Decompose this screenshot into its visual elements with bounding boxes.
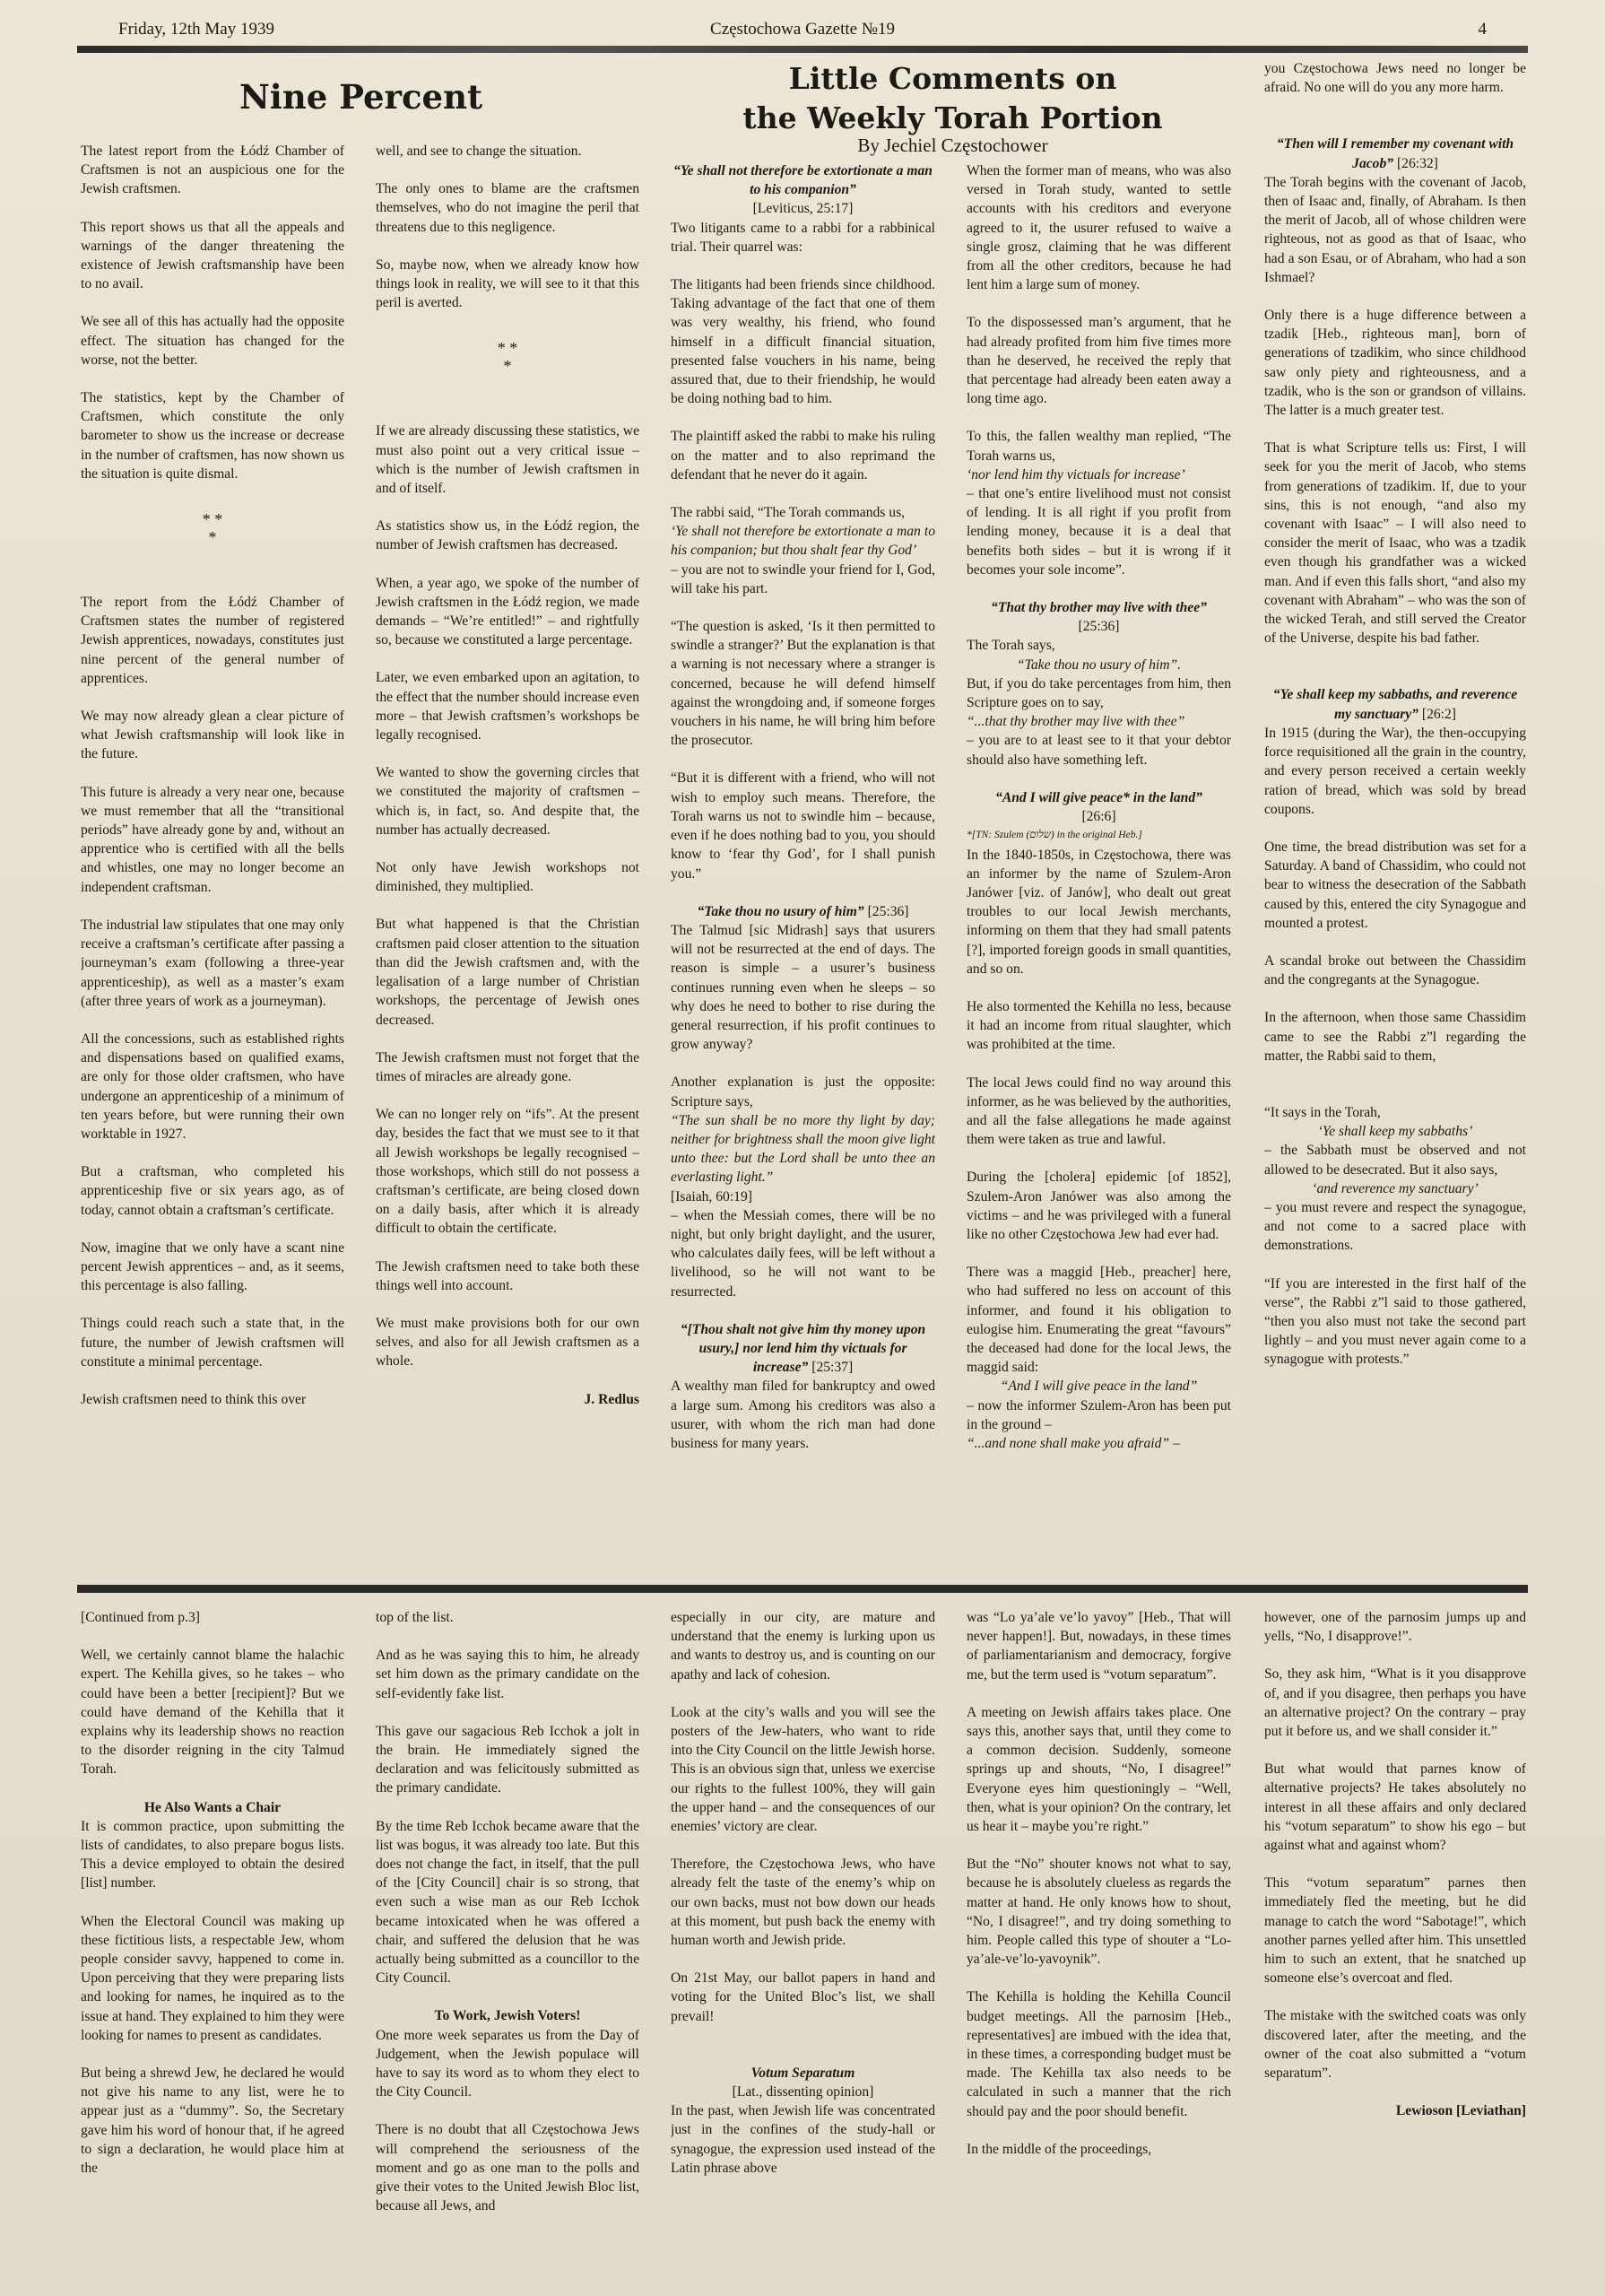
section-break-stars: * * * xyxy=(497,339,518,376)
bottom-col-1 xyxy=(81,1608,344,2236)
quotation: “The sun shall be no more thy light by day; neither for brightness shall the moon give light unto thee: but the Lord shall be unto thee an everlasting light.” xyxy=(671,1112,935,1186)
bottom-col-2 xyxy=(376,1608,639,2236)
paragraph: We may now already glean a clear picture of what Jewish craftsmanship will look like in the future. xyxy=(81,709,344,762)
paragraph: “But it is different with a friend, who will not wish to employ such means. Therefore, the Torah warns us not to swindle him – because, even if he does nothing bad to you, you should know to ‘fear thy God’, for I shall punish you.” xyxy=(671,770,935,882)
paragraph: In the 1840-1850s, in Częstochowa, there was an informer by the name of Szulem-Aron Janówer [viz. of Janów], who dealt out great troubles to our local Jewish merchants, informing on them that they had small patents [?], imported foreign goods in small quantities, and so on. xyxy=(967,847,1231,977)
verse-ref: [26:32] xyxy=(1396,155,1438,171)
torah-title-line-1: Little Comments on xyxy=(788,61,1117,96)
paragraph: The industrial law stipulates that one may only receive a craftsman’s certificate after passing a journeyman’s exam (following a three-year apprenticeship), as well as a master’s exam (after three years of work as a journeyman). xyxy=(81,917,344,1009)
paragraph: There is no doubt that all Częstochowa Jews will comprehend the seriousness of the moment and go as one man to the polls and give their votes to the United Jewish Bloc list, because all Jews, and xyxy=(376,2122,639,2214)
paragraph: In the past, when Jewish life was concentrated just in the confines of the study-hall or synagogue, the expression used instead of the Latin phrase above xyxy=(671,2103,935,2176)
paragraph: Two litigants came to a rabbi for a rabbinical trial. Their quarrel was: xyxy=(671,220,935,255)
paragraph: – when the Messiah comes, there will be no night, but only bright daylight, and the usurer, who calculates daily fees, will be left without a livelihood, so he will not want to be resurrected. xyxy=(671,1207,935,1300)
paragraph: So, they ask him, “What is it you disapprove of, and if you disagree, then perhaps you have an alternative project? On the contrary – pray put it before us, and we shall consider it.” xyxy=(1264,1666,1526,1740)
verse-heading-text: “[Thou shalt not give him thy money upon usury,] nor lend him thy victuals for increase” xyxy=(680,1321,926,1376)
paragraph: Jewish craftsmen need to think this over xyxy=(81,1391,307,1407)
paragraph: The statistics, kept by the Chamber of Craftsmen, which constitute the only barometer to show us the increase or decrease in the number of craftsmen, has now shown us the situation is quite dismal. xyxy=(81,390,344,482)
paragraph: [Isaiah, 60:19] xyxy=(671,1188,752,1205)
paragraph: “The question is asked, ‘Is it then permitted to swindle a stranger?’ But the explanation is that a warning is not necessary where a stranger is concerned, because he will defend himself against the wrongdoing and, if someone forges vouchers in his name, he will bring him before the prosecutor. xyxy=(671,619,935,749)
section-divider-rule xyxy=(77,1585,1528,1593)
paragraph: however, one of the parnosim jumps up and yells, “No, I disapprove!”. xyxy=(1264,1610,1526,1645)
paragraph: Therefore, the Częstochowa Jews, who have already felt the taste of the enemy’s whip on our own backs, must not bow down our heads at this moment, but push back the enemy with human worth and Jewish pride. xyxy=(671,1857,935,1949)
paragraph: During the [cholera] epidemic [of 1852], Szulem-Aron Janówer was also among the victims – and he was privileged with a funeral like no other Częstochowa Jew had ever had. xyxy=(967,1170,1231,1242)
verse-heading xyxy=(1264,685,1526,723)
paragraph: We can no longer rely on “ifs”. At the present day, besides the fact that we must see to it that all Jewish workshops be legally recognised – those workshops, which still do not possess a craftsman’s certificate, are being closed down on a daily basis, after which it is already difficult to obtain the certificate. xyxy=(376,1107,639,1237)
paper-name: Częstochowa Gazette №19 xyxy=(710,20,895,39)
paragraph: But what would that parnes know of alternative projects? He takes absolutely no interest in all these affairs and only declared his “votum separatum” to show his ego – but against what and against whom? xyxy=(1264,1761,1526,1854)
torah-byline: By Jechiel Częstochower xyxy=(857,135,1048,156)
paragraph: Only there is a huge difference between a tzadik [Heb., righteous man], born of generations of tzadikim, who since childhood saw only piety and righteousness, and a tzadik, who is the son or grandson of villains. The latter is a much greater test. xyxy=(1264,308,1526,419)
paragraph: A meeting on Jewish affairs takes place. One says this, another says that, until they come to a common decision. Suddenly, someone springs up and shouts, “No, I disagree!” Everyone eyes him questioningly – “Well, then, what is your opinion? On the contrary, let us hear it – maybe you’re right.” xyxy=(967,1704,1231,1835)
quotation: “And I will give peace in the land” xyxy=(1000,1378,1198,1395)
paragraph: When, a year ago, we spoke of the number of Jewish craftsmen in the Łódź region, we made demands – “We’re entitled!” – and rightfully so, because we constituted a large percentage. xyxy=(376,575,639,648)
verse-heading: “And I will give peace* in the land” xyxy=(995,789,1202,805)
paragraph: The rabbi said, “The Torah commands us, xyxy=(671,505,906,521)
verse-heading-text: “Ye shall keep my sabbaths, and reverence my sanctuary” xyxy=(1272,687,1518,722)
paragraph: To the dispossessed man’s argument, that he had already profited from him five times more than he deserved, he received the reply that that percentage had already been eaten away a long time ago. xyxy=(967,315,1231,407)
issue-date: Friday, 12th May 1939 xyxy=(118,20,274,39)
verse-ref: [26:6] xyxy=(1081,809,1116,825)
bottom-col-4 xyxy=(967,1608,1231,2236)
torah-title xyxy=(664,59,1242,138)
paragraph: One time, the bread distribution was set for a Saturday. A band of Chassidim, who could not bear to witness the desecration of the Sabbath caused by this, entered the city Synagogue and mounted a protest. xyxy=(1264,839,1526,931)
paragraph: In 1915 (during the War), the then-occupying force requisitioned all the grain in the country, and every person received a certain weekly ration of bread, which was sold by bread coupons. xyxy=(1264,725,1526,817)
paragraph: This report shows us that all the appeals and warnings of the danger threatening the existence of Jewish craftsmanship have been to no avail. xyxy=(81,219,344,292)
paragraph: The mistake with the switched coats was only discovered later, after the meeting, and the owner of the coat also submitted a “votum separatum”. xyxy=(1264,2008,1526,2082)
bottom-col-3 xyxy=(671,1608,935,2236)
bottom-col-5 xyxy=(1264,1608,1526,2236)
nine-col-1 xyxy=(81,142,344,1577)
quotation: “...and none shall make you afraid” – xyxy=(967,1435,1180,1451)
paragraph: The plaintiff asked the rabbi to make his ruling on the matter and to also reprimand the defendant that he never do it again. xyxy=(671,429,935,483)
running-header xyxy=(81,16,1524,43)
quotation: “Take thou no usury of him”. xyxy=(1016,657,1182,673)
subheading: To Work, Jewish Voters! xyxy=(434,2008,581,2024)
paragraph: was “Lo ya’ale ve’lo yavoy” [Heb., That will never happen!]. But, nowadays, in these times of parliamentarianism and democracy, forgive me, but the term used is “votum separatum”. xyxy=(967,1610,1231,1683)
paragraph: The Jewish craftsmen must not forget that the times of miracles are already gone. xyxy=(376,1049,639,1084)
torah-col-1 xyxy=(671,161,935,1578)
paragraph: – that one’s entire livelihood must not consist of lending. It is all right if you profit from lending money, because it is a deal that benefits both sides – but it is wrong if it becomes your sole income”. xyxy=(967,486,1231,578)
paragraph: On 21st May, our ballot papers in hand and voting for the United Bloc’s list, we shall prevail! xyxy=(671,1970,935,2024)
author-signature: J. Redlus xyxy=(584,1391,639,1407)
paragraph: The Kehilla is holding the Kehilla Council budget meetings. All the parnosim [Heb., representatives] are imbued with the idea that, in these times, a corresponding budget must be made. The Kehilla tax also needs to be calculated in such a manner that the rich should pay and the poor should benefit. xyxy=(967,1989,1231,2119)
author-signature: Lewioson [Leviathan] xyxy=(1395,2103,1526,2119)
quotation: ‘nor lend him thy victuals for increase’ xyxy=(967,466,1185,483)
paragraph: So, maybe now, when we already know how things look in reality, we will see to it that this peril is averted. xyxy=(376,257,639,311)
paragraph: Look at the city’s walls and you will see the posters of the Jew-haters, who want to ride into the City Council on the little Jewish horse. This is an obvious sign that, unless we exercise our rights to the fullest 100%, they will gain the upper hand – and the consequences of our enemies’ victory are clear. xyxy=(671,1704,935,1835)
paragraph: He also tormented the Kehilla no less, because it had an income from ritual slaughter, which was prohibited at the time. xyxy=(967,998,1231,1053)
torah-col-3 xyxy=(1264,59,1526,1578)
section-break-stars: * * * xyxy=(202,510,223,547)
paragraph: – now the informer Szulem-Aron has been put in the ground – xyxy=(967,1397,1231,1432)
top-rule xyxy=(77,46,1528,53)
subheading: Votum Separatum xyxy=(750,2065,855,2081)
paragraph: Another explanation is just the opposite: Scripture says, xyxy=(671,1074,935,1109)
paragraph: But what happened is that the Christian craftsmen paid closer attention to the situation than did the Jewish craftsmen and, with the legalisation of a large number of Christian workshops, the percentage of Jewish ones decreased. xyxy=(376,917,639,1028)
paragraph: Things could reach such a state that, in the future, the number of Jewish craftsmen will constitute a minimal percentage. xyxy=(81,1316,344,1370)
paragraph: – the Sabbath must be observed and not allowed to be desecrated. But it also says, xyxy=(1264,1143,1526,1178)
verse-heading xyxy=(1264,135,1526,172)
paragraph: The Torah begins with the covenant of Jacob, then of Isaac and, finally, of Abraham. Is then the merit of Jacob, all of whose children were righteous, not as good as that of Isaac, who had a son Esau, or of Abraham, who had a son Ishmael? xyxy=(1264,174,1526,285)
verse-heading: “Ye shall not therefore be extortionate a man to his companion” xyxy=(673,163,933,198)
verse-heading-text: “Then will I remember my covenant with Jacob” xyxy=(1276,136,1514,171)
paragraph: Well, we certainly cannot blame the halachic expert. The Kehilla gives, so he takes – who could have been a better [recipient]? But we could have demand of the Kehilla that it explains why its leadership shows no reaction to the disorder reigning in the city Talmud Torah. xyxy=(81,1648,344,1778)
paragraph: But a craftsman, who completed his apprenticeship five or six years ago, as of today, cannot obtain a craftsman’s certificate. xyxy=(81,1164,344,1218)
paragraph: We wanted to show the governing circles that we constituted the majority of craftsmen – which is, in fact, so. And despite that, the number has actually decreased. xyxy=(376,765,639,838)
paragraph: By the time Reb Icchok became aware that the list was bogus, it was already too late. But this does not change the fact, in itself, that the pull of the [City Council] chair is so strong, that even such a wise man as our Reb Icchok became intoxicated when he was offered a chair, and suffered the delusion that he was actually being submitted as a councillor to the City Council. xyxy=(376,1818,639,1987)
paragraph: especially in our city, are mature and understand that the enemy is lurking upon us and wants to destroy us, and is counting on our apathy and lack of cohesion. xyxy=(671,1610,935,1683)
quotation: “...that thy brother may live with thee” xyxy=(967,714,1185,730)
page-number: 4 xyxy=(1478,20,1487,39)
paragraph: The Talmud [sic Midrash] says that usurers will not be resurrected at the end of days. The reason is simple – a usurer’s business continues running even when he sleeps – so why does he need to bother to rise during the general resurrection, if his profit continues to grow anyway? xyxy=(671,922,935,1053)
paragraph: But being a shrewd Jew, he declared he would not give his name to any list, were he to appear just as a “dummy”. So, the Secretary gave him his word of honour that, if he agreed to sign a declaration, he would place him at the xyxy=(81,2066,344,2177)
paragraph: A wealthy man filed for bankruptcy and owed a large sum. Among his creditors was also a usurer, with whom the rich man had done business for many years. xyxy=(671,1378,935,1451)
verse-heading xyxy=(671,902,935,921)
verse-ref: [25:36] xyxy=(867,903,909,919)
paragraph: “If you are interested in the first half of the verse”, the Rabbi z”l said to those gathered, “then you also must not take the second part lightly – and you must never again come to a synagogue with protests.” xyxy=(1264,1275,1526,1368)
paragraph: Now, imagine that we only have a scant nine percent Jewish apprentices – and, as it seems, this percentage is also falling. xyxy=(81,1239,344,1294)
nine-percent-title: Nine Percent xyxy=(239,77,483,117)
continued-note: [Continued from p.3] xyxy=(81,1610,200,1625)
paragraph: – you must revere and respect the synagogue, and not come to a sacred place with demonstrations. xyxy=(1264,1199,1526,1254)
verse-ref: [25:36] xyxy=(1078,619,1120,635)
paragraph: That is what Scripture tells us: First, I will seek for you the merit of Jacob, who stems from generations of tzadikim. If, due to your sins, this is not enough, “and also my covenant with Isaac” – I will also need to consider the merit of Isaac, who was a tzadik even though his grandfather was a wicked man. And if even this falls short, “and also my covenant with Abraham” – who was the son of the wicked Terah, and still served the Creator of the Universe, despite his bad father. xyxy=(1264,440,1526,647)
paragraph: well, and see to change the situation. xyxy=(376,144,582,159)
paragraph: This future is already a very near one, because we must remember that all the “transitional periods” have already gone by and, without an apprentice who is certified with all the bells and whistles, one may no longer become an independent craftsman. xyxy=(81,784,344,895)
paragraph: In the middle of the proceedings, xyxy=(967,2141,1152,2157)
paragraph: When the Electoral Council was making up these fictitious lists, a respectable Jew, whom people consider savvy, happened to come in. Upon perceiving that they were preparing lists and looking for names, he inquired as to the issue at hand. They explained to him they were looking for names to present as candidates. xyxy=(81,1913,344,2043)
nine-col-2 xyxy=(376,142,639,1577)
verse-heading-text: “Take thou no usury of him” xyxy=(697,903,864,919)
paragraph: you Częstochowa Jews need no longer be afraid. No one will do you any more harm. xyxy=(1264,61,1526,96)
paragraph: To this, the fallen wealthy man replied, “The Torah warns us, xyxy=(967,429,1231,464)
paragraph: In the afternoon, when those same Chassidim came to see the Rabbi z”l regarding the matter, the Rabbi said to them, xyxy=(1264,1010,1526,1064)
verse-heading: “That thy brother may live with thee” xyxy=(991,600,1207,616)
paragraph: When the former man of means, who was also versed in Torah study, wanted to settle accounts with his creditors and everyone agreed to it, the usurer refused to waive a single grosz, claiming that he was different from all the other creditors, because he had lent him a large sum of money. xyxy=(967,163,1231,293)
torah-title-line-2: the Weekly Torah Portion xyxy=(742,100,1163,135)
paragraph: “It says in the Torah, xyxy=(1264,1104,1381,1120)
verse-ref: [25:37] xyxy=(811,1360,854,1376)
paragraph: The litigants had been friends since childhood. Taking advantage of the fact that one of them was very wealthy, his friend, who found himself in a difficult financial situation, presented false vouchers in his name, being assured that, due to their friendship, he would be doing nothing bad to him. xyxy=(671,277,935,407)
paragraph: The only ones to blame are the craftsmen themselves, who do not imagine the peril that threatens due to this negligence. xyxy=(376,181,639,235)
paragraph: If we are already discussing these statistics, we must also point out a very critical issue – which is the number of Jewish craftsmen in and of itself. xyxy=(376,423,639,497)
subheading: He Also Wants a Chair xyxy=(143,1799,282,1815)
paragraph: As statistics show us, in the Łódź region, the number of Jewish craftsmen has decreased. xyxy=(376,518,639,553)
verse-ref: [26:2] xyxy=(1421,706,1456,722)
paragraph: And as he was saying this to him, he already set him down as the primary candidate on the self-evidently fake list. xyxy=(376,1648,639,1701)
paragraph: The Torah says, xyxy=(967,638,1055,654)
verse-heading xyxy=(671,1320,935,1378)
paragraph: – you are not to swindle your friend for I, God, will take his part. xyxy=(671,561,935,596)
paragraph: One more week separates us from the Day of Judgement, when the Jewish populace will have to say its word as to whom they elect to the City Council. xyxy=(376,2027,639,2100)
quotation: ‘and reverence my sanctuary’ xyxy=(1312,1180,1479,1196)
paragraph: The local Jews could find no way around this informer, as he was believed by the authorities, and all the false allegations he made against them were taken as true and lawful. xyxy=(967,1074,1231,1148)
paragraph: Not only have Jewish workshops not diminished, they multiplied. xyxy=(376,860,639,895)
torah-col-2 xyxy=(967,161,1231,1578)
translator-note: *[TN: Szulem (שלום) in the original Heb.] xyxy=(967,830,1142,841)
paragraph: The Jewish craftsmen need to take both these things well into account. xyxy=(376,1258,639,1293)
paragraph: We see all of this has actually had the opposite effect. The situation has changed for the worse, not the better. xyxy=(81,314,344,368)
quotation: ‘Ye shall keep my sabbaths’ xyxy=(1317,1124,1473,1140)
paragraph: The report from the Łódź Chamber of Craftsmen states the number of registered Jewish apprentices, nowadays, constitutes just nine percent of the general number of apprentices. xyxy=(81,595,344,686)
paragraph: Later, we even embarked upon an agitation, to the effect that the number should increase even more – that Jewish craftsmen’s workshops be legally recognised. xyxy=(376,670,639,744)
paragraph: But, if you do take percentages from him, then Scripture goes on to say, xyxy=(967,675,1231,711)
paragraph: All the concessions, such as established rights and dispensations based on qualified exams, are only for those older craftsmen, who have undergone an apprenticeship of a minimum of ten years before, but were running their own worktable in 1927. xyxy=(81,1031,344,1142)
paragraph: But the “No” shouter knows not what to say, because he is absolutely clueless as regards the matter at hand. He only knows how to shout, “No, I disagree!”, and try doing something to him. People called this type of shouter a “Lo-ya’ale-ve’lo-yavoynik”. xyxy=(967,1857,1231,1968)
paragraph: We must make provisions both for our own selves, and also for all Jewish craftsmen as a whole. xyxy=(376,1315,639,1370)
paragraph: It is common practice, upon submitting the lists of candidates, to also prepare bogus lists. This a device employed to obtain the desired [list] number. xyxy=(81,1818,344,1892)
quotation: ‘Ye shall not therefore be extortionate a man to his companion; but thou shalt fear thy God’ xyxy=(671,524,935,559)
subheading-translation: [Lat., dissenting opinion] xyxy=(732,2084,874,2100)
verse-ref: [Leviticus, 25:17] xyxy=(752,201,854,217)
paragraph: The latest report from the Łódź Chamber of Craftsmen is not an auspicious one for the Jewish craftsmen. xyxy=(81,144,344,197)
paragraph: This “votum separatum” parnes then immediately fled the meeting, but he did manage to catch the word “Sabotage!”, which another parnes yelled after him. This unsettled him to such an extent, that he snatched up someone else’s overcoat and fled. xyxy=(1264,1875,1526,1987)
paragraph: top of the list. xyxy=(376,1610,454,1625)
paragraph: A scandal broke out between the Chassidim and the congregants at the Synagogue. xyxy=(1264,952,1526,988)
paragraph: – you are to at least see to it that your debtor should also have something left. xyxy=(967,733,1231,768)
paragraph: There was a maggid [Heb., preacher] here, who had suffered no less on account of this informer, and found it his obligation to eulogise him. Enumerating the great “favours” the deceased had done for the local Jews, the maggid said: xyxy=(967,1265,1231,1376)
paragraph: This gave our sagacious Reb Icchok a jolt in the brain. He immediately signed the declaration and was felicitously submitted as the primary candidate. xyxy=(376,1723,639,1796)
